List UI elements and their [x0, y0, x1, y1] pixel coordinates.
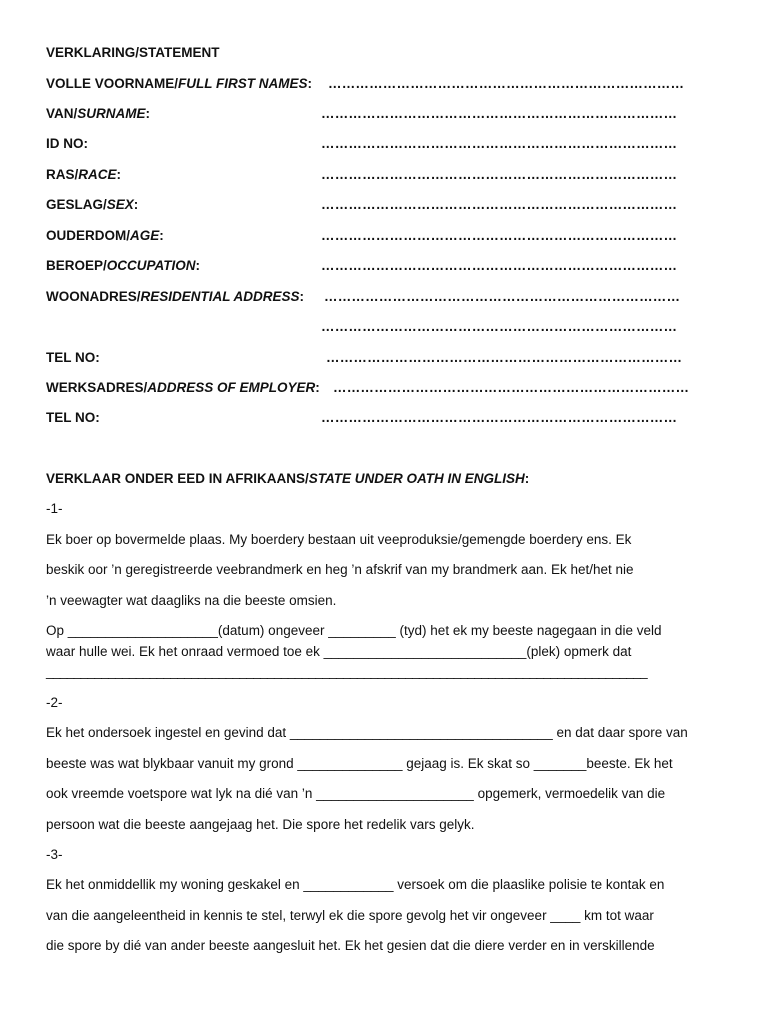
section-marker-2: -2-: [46, 695, 63, 710]
field-blank-age[interactable]: ……………………………………………………………………: [321, 228, 678, 243]
field-label-occupation: [46, 258, 200, 273]
section-1-op-line: _______________________________________________________________________________________: [46, 664, 648, 679]
label-suffix: :: [307, 76, 313, 91]
label-af: TEL NO:: [46, 350, 100, 365]
section-1-op-line: waar hulle wei. Ek het onraad vermoed toe ek ___________________________(plek) opmerk dat: [46, 644, 632, 659]
section-marker-3: -3-: [46, 847, 63, 862]
label-af: RAS/: [46, 167, 79, 182]
label-suffix: :: [315, 380, 320, 395]
field-label-age: [46, 228, 164, 243]
label-af: GESLAG/: [46, 197, 107, 212]
oath-heading-af: VERKLAAR ONDER EED IN AFRIKAANS/: [46, 471, 309, 486]
field-blank-surname[interactable]: ……………………………………………………………………: [321, 106, 678, 121]
label-en: ADDRESS OF EMPLOYER: [147, 380, 316, 395]
section-marker-1: -1-: [46, 501, 63, 516]
label-suffix: :: [159, 228, 164, 243]
section-1-line: ’n veewagter wat daagliks na die beeste omsien.: [46, 593, 337, 608]
section-1-line: beskik oor ’n geregistreerde veebrandmerk en heg ’n afskrif van my brandmerk aan. Ek het/het nie: [46, 562, 634, 577]
label-af: TEL NO:: [46, 410, 100, 425]
field-blank-occupation[interactable]: ……………………………………………………………………: [321, 258, 678, 273]
label-af: OUDERDOM/: [46, 228, 130, 243]
field-blank-employer-tel-no[interactable]: ……………………………………………………………………: [321, 410, 678, 425]
field-label-race: [46, 167, 121, 182]
field-label-full-names: [46, 76, 312, 91]
field-blank-residential-address[interactable]: ……………………………………………………………………: [324, 289, 681, 304]
label-en: SEX: [106, 197, 134, 212]
field-label-id-no: [46, 136, 88, 151]
field-label-residential-address: [46, 289, 304, 304]
oath-heading-en: STATE UNDER OATH IN ENGLISH: [308, 471, 525, 486]
label-af: VAN/: [46, 106, 78, 121]
section-3-line: die spore by dié van ander beeste aangesluit het. Ek het gesien dat die diere verder en in verskillende: [46, 938, 655, 953]
label-af: WERKSADRES/: [46, 380, 148, 395]
field-label-sex: [46, 197, 138, 212]
field-label-employer-address: [46, 380, 320, 395]
oath-heading: [46, 471, 529, 486]
field-blank-full-names[interactable]: ……………………………………………………………………: [328, 76, 685, 91]
label-af: VOLLE VOORNAME/: [46, 76, 179, 91]
section-2-line: Ek het ondersoek ingestel en gevind dat ___________________________________ en dat daar spore van: [46, 725, 688, 740]
field-blank-id-no[interactable]: ……………………………………………………………………: [321, 136, 678, 151]
section-2-line: beeste was wat blykbaar vanuit my grond ______________ gejaag is. Ek skat so _______beeste. Ek het: [46, 756, 673, 771]
oath-heading-suffix: :: [524, 471, 530, 486]
page-title: VERKLARING/STATEMENT: [46, 45, 220, 60]
label-en: OCCUPATION: [106, 258, 196, 273]
label-suffix: :: [145, 106, 151, 121]
label-en: FULL FIRST NAMES: [178, 76, 308, 91]
label-af: ID NO:: [46, 136, 88, 151]
field-label-surname: [46, 106, 150, 121]
field-blank-employer-address[interactable]: ……………………………………………………………………: [333, 380, 690, 395]
field-label-employer-tel-no: [46, 410, 100, 425]
label-af: BEROEP/: [46, 258, 107, 273]
field-blank-race[interactable]: ……………………………………………………………………: [321, 167, 678, 182]
field-blank-tel-no[interactable]: ……………………………………………………………………: [326, 350, 683, 365]
section-1-line: Ek boer op bovermelde plaas. My boerdery bestaan uit veeproduksie/gemengde boerdery ens. Ek: [46, 532, 632, 547]
section-3-line: Ek het onmiddellik my woning geskakel en ____________ versoek om die plaaslike polisie te kontak en: [46, 877, 665, 892]
section-2-line: ook vreemde voetspore wat lyk na dié van ’n _____________________ opgemerk, vermoedelik van die: [46, 786, 666, 801]
label-suffix: :: [133, 197, 139, 212]
label-en: RACE: [78, 167, 117, 182]
label-en: RESIDENTIAL ADDRESS: [140, 289, 300, 304]
field-blank-sex[interactable]: ……………………………………………………………………: [321, 197, 678, 212]
section-3-line: van die aangeleentheid in kennis te stel, terwyl ek die spore gevolg het vir ongeveer ____ km tot waar: [46, 908, 654, 923]
field-blank-residential-address-line2[interactable]: ……………………………………………………………………: [321, 319, 678, 334]
section-1-op-line: Op ____________________(datum) ongeveer _________ (tyd) het ek my beeste nagegaan in die veld: [46, 623, 662, 638]
label-suffix: :: [195, 258, 201, 273]
label-af: WOONADRES/: [46, 289, 141, 304]
field-label-tel-no: [46, 350, 100, 365]
label-en: AGE: [130, 228, 160, 243]
label-en: SURNAME: [77, 106, 146, 121]
section-2-line: persoon wat die beeste aangejaag het. Die spore het redelik vars gelyk.: [46, 817, 475, 832]
label-suffix: :: [116, 167, 122, 182]
label-suffix: :: [299, 289, 305, 304]
